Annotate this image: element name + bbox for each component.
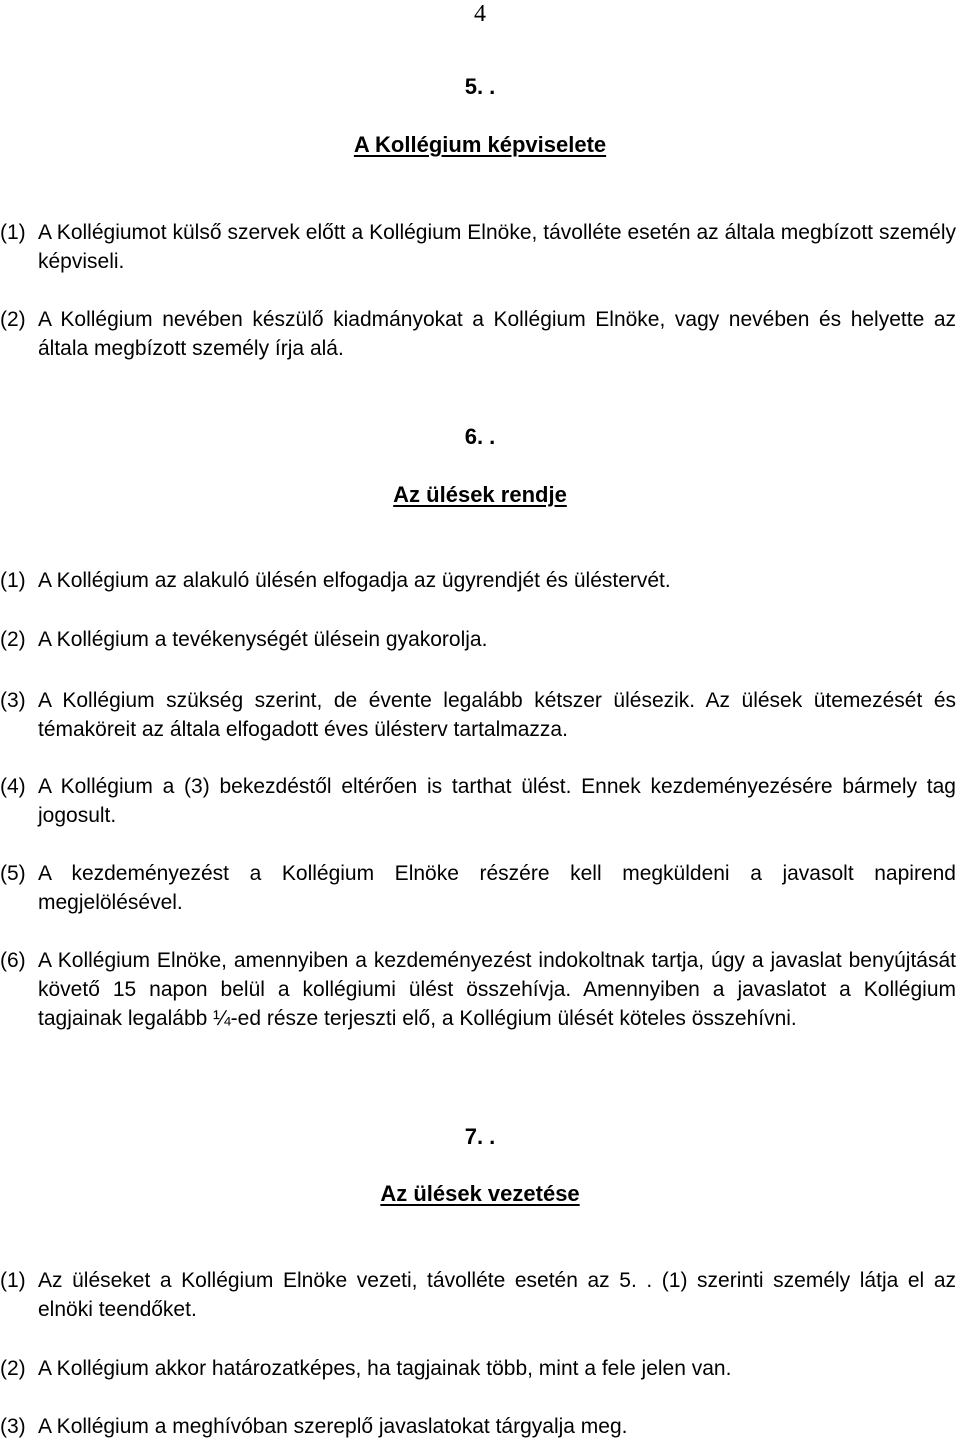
paragraph-number: (2) bbox=[0, 1357, 26, 1380]
paragraph-text: A Kollégium szükség szerint, de évente legalább kétszer ülésezik. Az ülések ütemezését és témaköreit az általa elfogadott éves ülésterv tartalmazza. bbox=[38, 689, 956, 741]
paragraph-number: (1) bbox=[0, 221, 26, 244]
paragraph-text: A Kollégium a (3) bekezdéstől eltérően is tarthat ülést. Ennek kezdeményezésére bármely tag jogosult. bbox=[38, 775, 956, 827]
paragraph-number: (2) bbox=[0, 628, 26, 651]
paragraph-text: A Kollégium az alakuló ülésén elfogadja az ügyrendjét és üléstervét. bbox=[38, 569, 671, 592]
page-number: 4 bbox=[474, 1, 486, 27]
paragraph-text: A Kollégium akkor határozatképes, ha tagjainak több, mint a fele jelen van. bbox=[38, 1357, 732, 1380]
paragraph-text: A Kollégium a tevékenységét ülésein gyakorolja. bbox=[38, 628, 488, 651]
section-6-paragraph-6 bbox=[0, 946, 956, 1033]
section-6-paragraph-5 bbox=[0, 859, 956, 917]
paragraph-text: A kezdeményezést a Kollégium Elnöke részére kell megküldeni a javasolt napirend megjelölésével. bbox=[38, 862, 956, 914]
section-5-title: A Kollégium képviselete bbox=[353, 132, 607, 157]
section-7-paragraph-2 bbox=[0, 1354, 956, 1383]
section-5-number: 5. . bbox=[464, 74, 496, 99]
paragraph-number: (1) bbox=[0, 1269, 26, 1292]
section-6-paragraph-3 bbox=[0, 686, 956, 744]
section-5-paragraph-1 bbox=[0, 218, 956, 276]
section-5-paragraph-2 bbox=[0, 305, 956, 363]
paragraph-number: (3) bbox=[0, 689, 26, 712]
paragraph-number: (5) bbox=[0, 862, 26, 885]
paragraph-number: (3) bbox=[0, 1415, 26, 1438]
paragraph-text: A Kollégium Elnöke, amennyiben a kezdeményezést indokoltnak tartja, úgy a javaslat benyújtását követő 15 napon belül a kollégiumi ülést összehívja. Amennyiben a javaslatot a Kollégium tagjainak legalább ¼-ed része terjeszti elő, a Kollégium ülését köteles összehívni. bbox=[38, 949, 956, 1030]
section-7-number: 7. . bbox=[464, 1124, 496, 1149]
section-6-paragraph-1 bbox=[0, 566, 956, 595]
section-6-paragraph-2 bbox=[0, 625, 956, 654]
paragraph-text: A Kollégiumot külső szervek előtt a Kollégium Elnöke, távolléte esetén az általa megbízott személy képviseli. bbox=[38, 221, 956, 273]
section-6-number: 6. . bbox=[464, 424, 496, 449]
paragraph-number: (1) bbox=[0, 569, 26, 592]
section-6-paragraph-4 bbox=[0, 772, 956, 830]
section-7-title: Az ülések vezetése bbox=[380, 1181, 580, 1206]
paragraph-text: Az üléseket a Kollégium Elnöke vezeti, távolléte esetén az 5. . (1) szerinti személy látja el az elnöki teendőket. bbox=[38, 1269, 956, 1321]
paragraph-number: (2) bbox=[0, 308, 26, 331]
paragraph-text: A Kollégium a meghívóban szereplő javaslatokat tárgyalja meg. bbox=[38, 1415, 628, 1438]
paragraph-number: (6) bbox=[0, 949, 26, 972]
section-6-title: Az ülések rendje bbox=[393, 482, 567, 507]
section-7-paragraph-3 bbox=[0, 1412, 956, 1441]
paragraph-text: A Kollégium nevében készülő kiadmányokat a Kollégium Elnöke, vagy nevében és helyette az általa megbízott személy írja alá. bbox=[38, 308, 956, 360]
section-7-paragraph-1 bbox=[0, 1266, 956, 1324]
paragraph-number: (4) bbox=[0, 775, 26, 798]
